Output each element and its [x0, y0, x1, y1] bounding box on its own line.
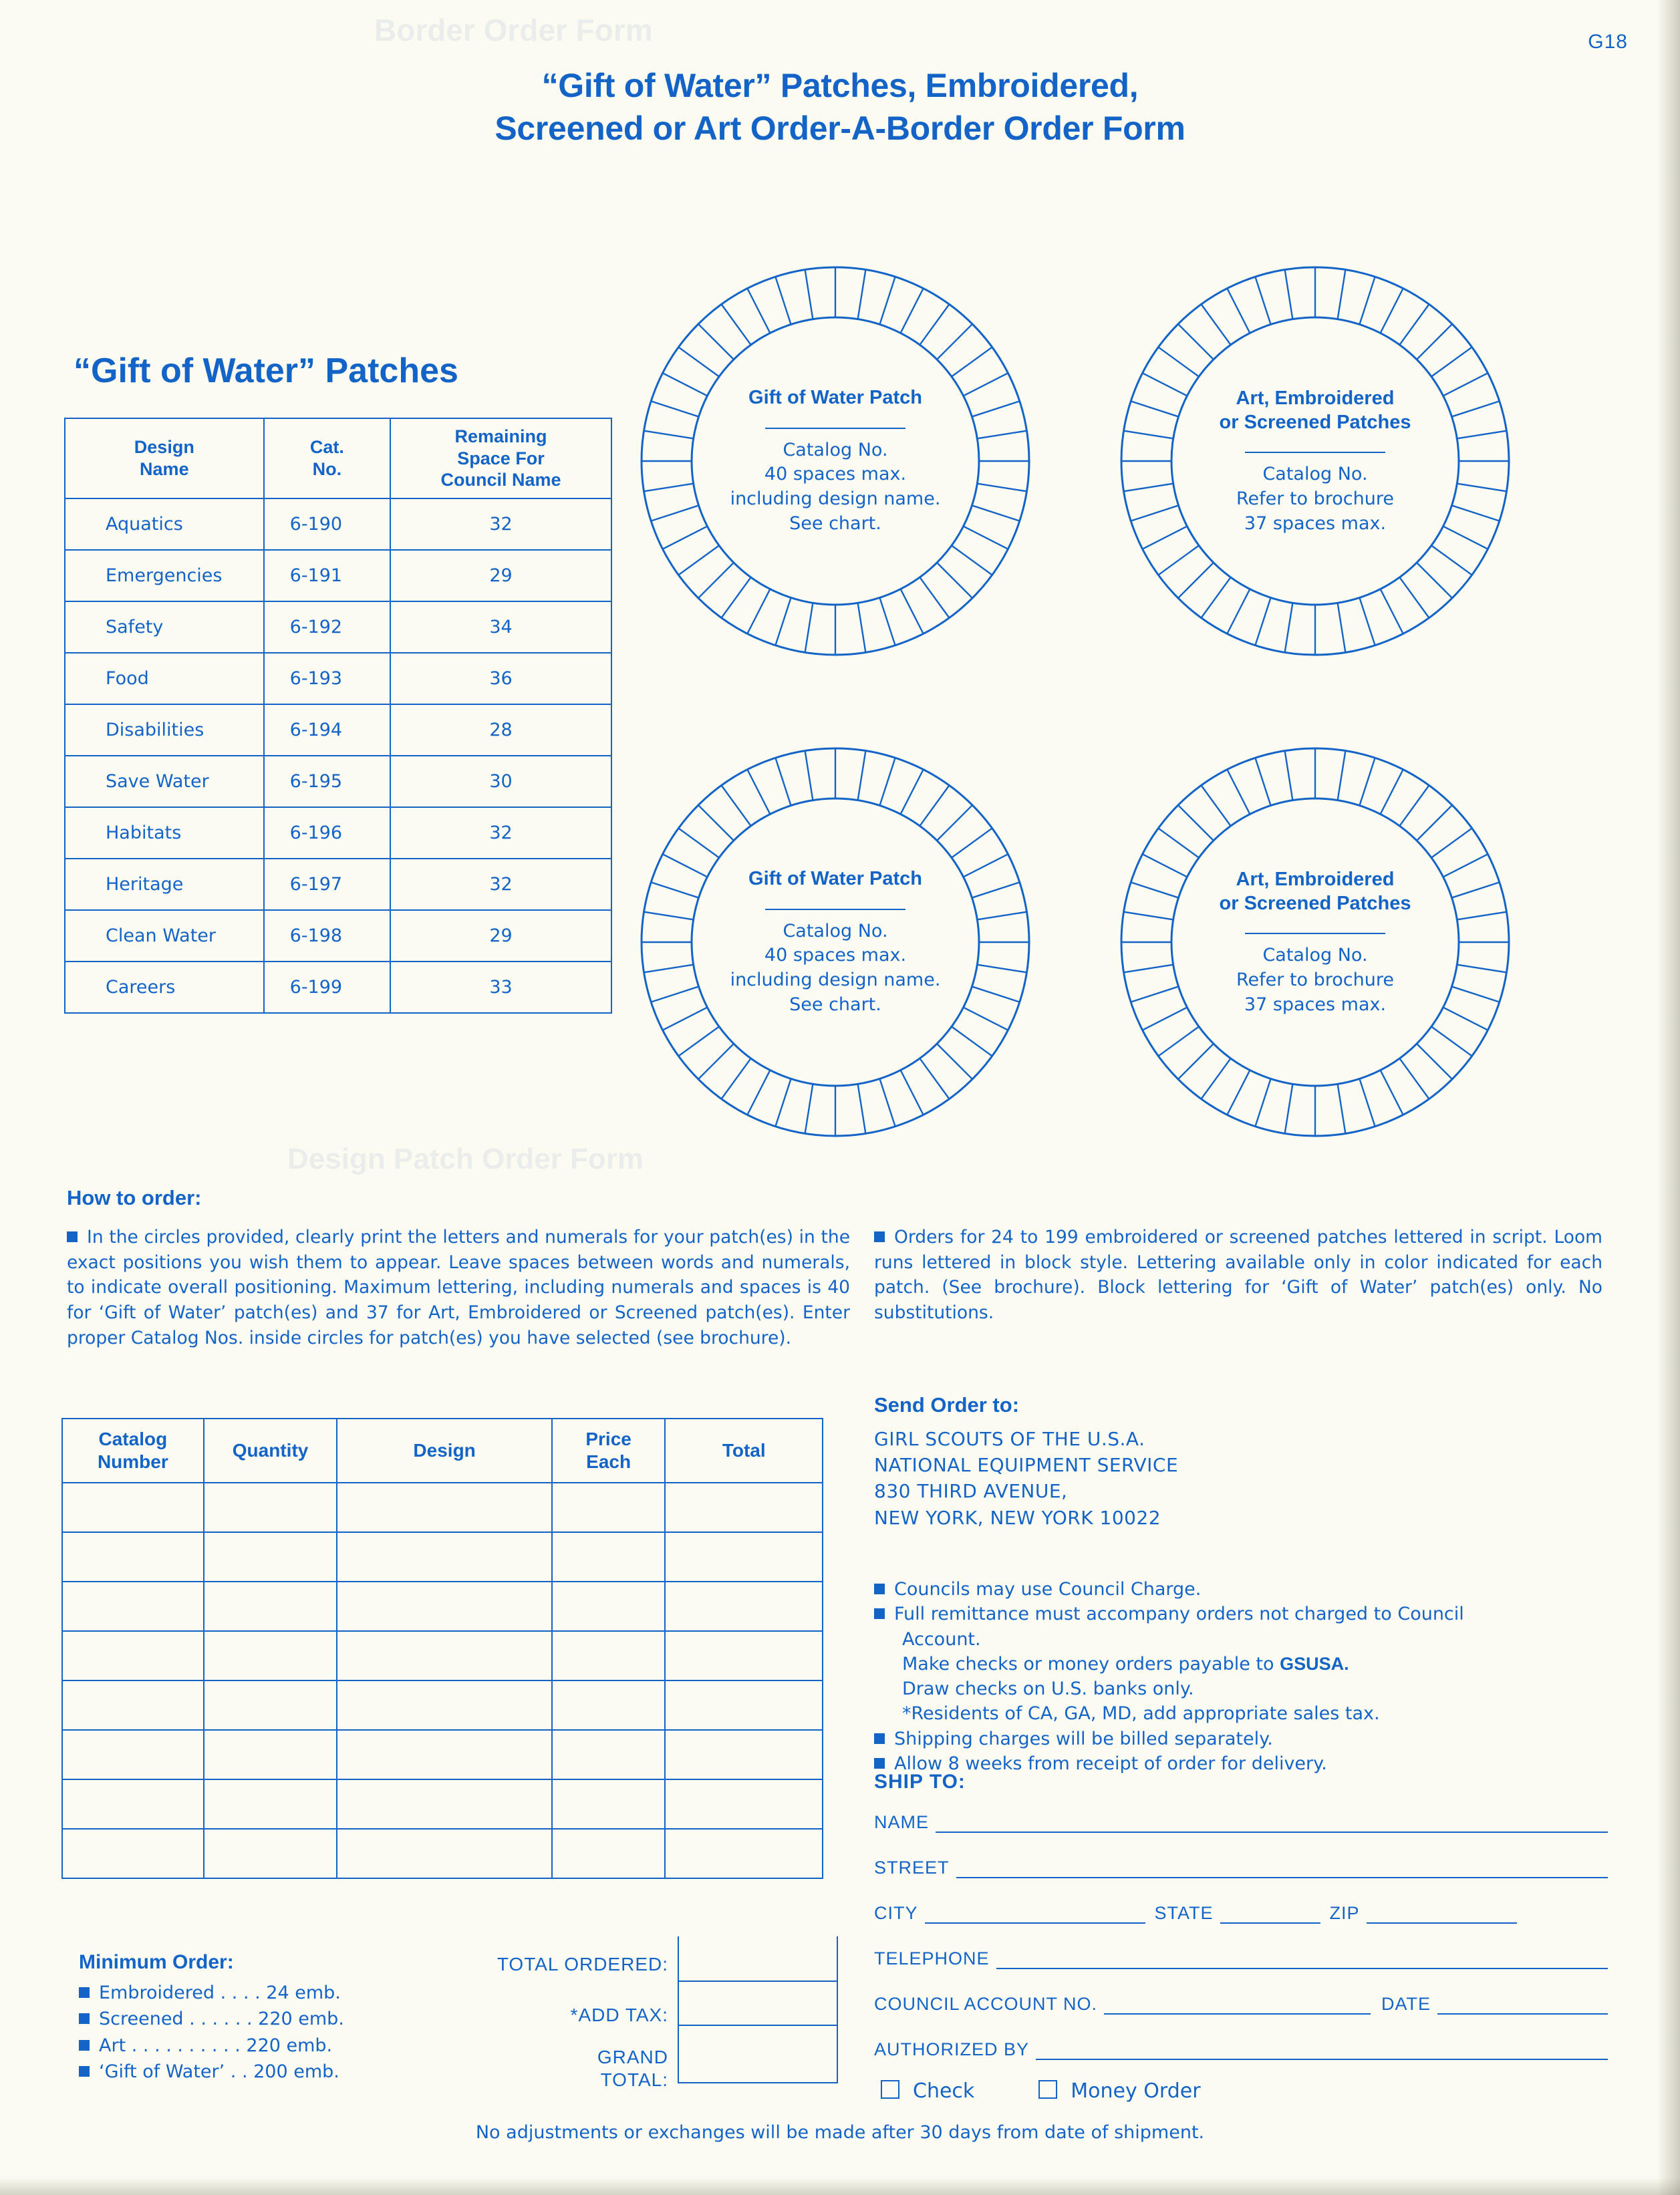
col-header-design-name	[65, 418, 264, 498]
bullet-square-icon	[79, 2013, 90, 2024]
circle-2-text	[1115, 261, 1516, 662]
table-row	[65, 704, 611, 756]
cell-remaining: 33	[390, 962, 611, 1013]
label-grand-total-line1: GRAND	[597, 2047, 668, 2067]
label-authorized-by: AUTHORIZED BY	[874, 2039, 1030, 2059]
cell-price-each[interactable]	[552, 1483, 666, 1532]
cell-price-each[interactable]	[552, 1680, 666, 1730]
cell-price-each[interactable]	[552, 1532, 666, 1582]
circle-3-rule	[765, 909, 905, 910]
note-item	[874, 1751, 1609, 1776]
cell-cat: 6-191	[264, 550, 390, 601]
bullet-square-icon	[79, 1987, 90, 1998]
how-to-order-right-column	[874, 1225, 1602, 1326]
checkbox-icon[interactable]	[881, 2080, 899, 2099]
field-row-street[interactable]	[874, 1858, 1608, 1878]
note-subline: Account.	[902, 1628, 981, 1650]
circle-1-rule	[765, 428, 905, 429]
col-header-catalog-number	[62, 1419, 204, 1483]
minimum-order-item-text: Art . . . . . . . . . . 220 emb.	[99, 2035, 333, 2056]
note-text: Make checks or money orders payable to	[902, 1653, 1280, 1674]
col-header-design-line1: Design	[134, 437, 194, 458]
order-row[interactable]	[62, 1532, 823, 1582]
circle-1-heading: Gift of Water Patch	[748, 387, 922, 409]
col-header-rem-line1: Remaining	[454, 426, 547, 446]
circle-1-line3: including design name.	[730, 488, 941, 510]
cell-quantity[interactable]	[204, 1680, 337, 1730]
note-gsusa: GSUSA.	[1280, 1653, 1349, 1674]
col-header-cat-no	[264, 418, 390, 498]
circle-2-line2: Refer to brochure	[1236, 488, 1394, 509]
page-edge-shadow-right	[1657, 0, 1680, 2195]
field-add-tax[interactable]	[678, 1981, 838, 2026]
note-subline-tax: *Residents of CA, GA, MD, add appropriate sales tax.	[902, 1703, 1380, 1725]
list-item	[79, 2033, 344, 2059]
address-line-2: NATIONAL EQUIPMENT SERVICE	[874, 1454, 1179, 1477]
cell-price-each[interactable]	[552, 1582, 666, 1631]
bullet-square-icon	[79, 2040, 90, 2051]
cell-design: Disabilities	[65, 704, 264, 756]
page-title-line1: “Gift of Water” Patches, Embroidered,	[541, 67, 1139, 104]
cell-design[interactable]	[337, 1582, 551, 1631]
order-row[interactable]	[62, 1582, 823, 1631]
cell-design[interactable]	[337, 1483, 551, 1532]
cell-design: Emergencies	[65, 550, 264, 601]
circle-3-text	[635, 742, 1036, 1143]
table-row	[65, 498, 611, 550]
circle-3-heading: Gift of Water Patch	[748, 868, 922, 890]
table-row	[65, 807, 611, 859]
field-row-telephone[interactable]	[874, 1948, 1608, 1969]
cell-quantity[interactable]	[204, 1829, 337, 1878]
cell-quantity[interactable]	[204, 1532, 337, 1582]
patch-circle-1[interactable]	[635, 261, 1036, 662]
cell-design: Aquatics	[65, 498, 264, 550]
circle-2-line1: Catalog No.	[1262, 464, 1368, 485]
note-text: Shipping charges will be billed separately.	[894, 1728, 1273, 1749]
order-row[interactable]	[62, 1631, 823, 1680]
col-header-design-line2: Name	[140, 459, 189, 479]
table-row	[65, 550, 611, 601]
patch-circle-3[interactable]	[635, 742, 1036, 1143]
minimum-order-list	[79, 1980, 344, 2085]
cell-price-each[interactable]	[552, 1631, 666, 1680]
circle-2-rule	[1245, 452, 1385, 453]
circle-4-heading-line1: Art, Embroidered	[1236, 868, 1395, 890]
bullet-square-icon	[874, 1758, 885, 1769]
cell-total[interactable]	[665, 1582, 823, 1631]
cell-design: Food	[65, 653, 264, 704]
circle-4-line3: 37 spaces max.	[1244, 994, 1387, 1015]
bullet-square-icon	[874, 1231, 885, 1242]
col-header-price-each	[552, 1419, 666, 1483]
col-header-catalog-line2: Number	[97, 1451, 168, 1472]
label-council-account: COUNCIL ACCOUNT NO.	[874, 1994, 1098, 2014]
circle-2-heading-line2: or Screened Patches	[1219, 411, 1411, 433]
circle-2-heading-line1: Art, Embroidered	[1236, 387, 1395, 409]
note-item	[874, 1577, 1609, 1602]
send-order-heading: Send Order to:	[874, 1393, 1020, 1417]
note-text: Full remittance must accompany orders not charged to Council	[894, 1604, 1464, 1625]
col-header-rem-line3: Council Name	[440, 470, 561, 490]
ghost-text-mid: Design Patch Order Form	[287, 1143, 644, 1175]
cell-design[interactable]	[337, 1829, 551, 1878]
label-telephone: TELEPHONE	[874, 1948, 990, 1968]
cell-catalog-number[interactable]	[62, 1483, 204, 1532]
address-line-1: GIRL SCOUTS OF THE U.S.A.	[874, 1428, 1145, 1450]
col-header-price-line1: Price	[585, 1429, 632, 1450]
bullet-square-icon	[67, 1231, 78, 1242]
page-code: G18	[1588, 31, 1628, 53]
page-edge-shadow-bottom	[0, 2178, 1680, 2195]
telephone-input[interactable]	[996, 1950, 1608, 1969]
note-text: Councils may use Council Charge.	[894, 1579, 1202, 1600]
cell-cat: 6-197	[264, 859, 390, 910]
cell-design: Safety	[65, 601, 264, 653]
name-input[interactable]	[936, 1814, 1608, 1833]
list-item	[79, 1980, 344, 2006]
field-row-council-account-date[interactable]	[874, 1994, 1608, 2015]
patch-circle-4[interactable]	[1115, 742, 1516, 1143]
cell-total[interactable]	[665, 1532, 823, 1582]
cell-design[interactable]	[337, 1631, 551, 1680]
col-header-cat-line1: Cat.	[309, 437, 344, 458]
col-header-total: Total	[665, 1419, 823, 1483]
cell-remaining: 32	[390, 498, 611, 550]
cell-design: Careers	[65, 962, 264, 1013]
order-table-header-row	[62, 1419, 823, 1483]
cell-catalog-number[interactable]	[62, 1779, 204, 1829]
order-row[interactable]	[62, 1730, 823, 1779]
cell-remaining: 29	[390, 910, 611, 962]
note-text: Allow 8 weeks from receipt of order for delivery.	[894, 1753, 1327, 1774]
authorized-by-input[interactable]	[1036, 2041, 1608, 2060]
circle-1-line1: Catalog No.	[783, 439, 888, 460]
cell-remaining: 29	[390, 550, 611, 601]
cell-remaining: 34	[390, 601, 611, 653]
cell-quantity[interactable]	[204, 1779, 337, 1829]
table-row	[65, 910, 611, 962]
label-zip: ZIP	[1329, 1903, 1360, 1923]
minimum-order-item-text: Embroidered . . . . 24 emb.	[99, 1983, 341, 2003]
cell-remaining: 36	[390, 653, 611, 704]
order-row[interactable]	[62, 1483, 823, 1532]
cell-design: Habitats	[65, 807, 264, 859]
checkbox-check[interactable]	[881, 2079, 974, 2103]
cell-total[interactable]	[665, 1829, 823, 1878]
patch-design-table	[64, 418, 612, 1014]
circle-4-rule	[1245, 933, 1385, 934]
cell-total[interactable]	[665, 1680, 823, 1730]
circle-2-line3: 37 spaces max.	[1244, 513, 1387, 534]
cell-total[interactable]	[665, 1631, 823, 1680]
how-to-order-heading: How to order:	[67, 1186, 202, 1209]
circle-4-line2: Refer to brochure	[1236, 969, 1394, 990]
cell-catalog-number[interactable]	[62, 1680, 204, 1730]
cell-cat: 6-196	[264, 807, 390, 859]
how-to-order-left-text: In the circles provided, clearly print the letters and numerals for your patch(es) in the exact positions you wish them to appear. Leave spaces between words and numerals, to indicate overall positioning. Maximum lettering, including numerals and spaces is 40 for ‘Gift of Water’ patch(es) and 37 for Art, Embroidered or Screened patch(es). Enter proper Catalog Nos. inside circles for patch(es) you have selected (see brochure).	[67, 1227, 850, 1348]
cell-remaining: 32	[390, 807, 611, 859]
cell-cat: 6-190	[264, 498, 390, 550]
ghost-text-top: Border Order Form	[374, 13, 653, 47]
circle-1-line2: 40 spaces max.	[764, 464, 907, 485]
cell-quantity[interactable]	[204, 1483, 337, 1532]
cell-total[interactable]	[665, 1779, 823, 1829]
checkbox-icon[interactable]	[1038, 2080, 1057, 2099]
minimum-order-heading: Minimum Order:	[79, 1951, 234, 1973]
page-title-line2: Screened or Art Order-A-Border Order Form	[495, 110, 1185, 147]
cell-catalog-number[interactable]	[62, 1829, 204, 1878]
order-row[interactable]	[62, 1680, 823, 1730]
state-input[interactable]	[1220, 1905, 1320, 1924]
bullet-square-icon	[874, 1584, 885, 1594]
order-row[interactable]	[62, 1779, 823, 1829]
cell-design[interactable]	[337, 1730, 551, 1779]
cell-catalog-number[interactable]	[62, 1532, 204, 1582]
note-item	[874, 1602, 1609, 1626]
list-item	[79, 2006, 344, 2032]
street-input[interactable]	[956, 1860, 1608, 1878]
label-name: NAME	[874, 1812, 930, 1832]
date-input[interactable]	[1437, 1996, 1608, 2015]
cell-design: Save Water	[65, 756, 264, 807]
send-order-address	[874, 1426, 1178, 1531]
checkbox-money-order-label: Money Order	[1071, 2079, 1201, 2103]
label-add-tax: *ADD TAX:	[570, 2005, 668, 2025]
circle-4-heading-line2: or Screened Patches	[1219, 892, 1411, 914]
col-header-design: Design	[337, 1419, 551, 1483]
bullet-square-icon	[874, 1608, 885, 1619]
cell-cat: 6-193	[264, 653, 390, 704]
order-entry-table[interactable]	[61, 1418, 823, 1879]
circle-3-line2: 40 spaces max.	[764, 945, 907, 966]
note-item	[874, 1727, 1609, 1751]
footer-note: No adjustments or exchanges will be made after 30 days from date of shipment.	[475, 2122, 1205, 2143]
cell-design[interactable]	[337, 1532, 551, 1582]
cell-total[interactable]	[665, 1730, 823, 1779]
list-item	[79, 2059, 344, 2085]
cell-cat: 6-198	[264, 910, 390, 962]
order-row[interactable]	[62, 1829, 823, 1878]
label-date: DATE	[1381, 1994, 1431, 2014]
cell-price-each[interactable]	[552, 1730, 666, 1779]
table-row	[65, 653, 611, 704]
checkbox-check-label: Check	[913, 2079, 975, 2103]
col-header-cat-line2: No.	[312, 459, 342, 479]
cell-price-each[interactable]	[552, 1829, 666, 1878]
cell-cat: 6-199	[264, 962, 390, 1013]
cell-catalog-number[interactable]	[62, 1631, 204, 1680]
col-header-price-line2: Each	[586, 1451, 632, 1472]
circle-3-line1: Catalog No.	[783, 920, 888, 941]
address-line-4: NEW YORK, NEW YORK 10022	[874, 1506, 1161, 1529]
zip-input[interactable]	[1367, 1905, 1517, 1924]
cell-remaining: 30	[390, 756, 611, 807]
field-row-authorized-by[interactable]	[874, 2039, 1608, 2060]
how-to-order-right-text: Orders for 24 to 199 embroidered or screened patches lettered in script. Loom runs lettered in block style. Lettering available only in color indicated for each patch. (See brochure). Block lettering for ‘Gift of Water’ patch(es) only. No substitutions.	[874, 1227, 1602, 1323]
label-state: STATE	[1154, 1903, 1214, 1923]
patch-circle-2[interactable]	[1115, 261, 1516, 662]
circle-3-line4: See chart.	[789, 994, 881, 1015]
table-row	[65, 756, 611, 807]
cell-design: Clean Water	[65, 910, 264, 962]
circle-3-line3: including design name.	[730, 970, 941, 991]
label-grand-total-line2: TOTAL:	[600, 2069, 668, 2090]
label-grand-total	[374, 2046, 668, 2091]
cell-design[interactable]	[337, 1680, 551, 1730]
ship-to-heading: SHIP TO:	[874, 1771, 966, 1793]
cell-quantity[interactable]	[204, 1582, 337, 1631]
cell-remaining: 32	[390, 859, 611, 910]
note-subline-checks	[874, 1652, 1609, 1676]
cell-cat: 6-194	[264, 704, 390, 756]
minimum-order-item-text: ‘Gift of Water’ . . 200 emb.	[99, 2061, 339, 2083]
circle-1-line4: See chart.	[789, 513, 881, 534]
col-header-rem-line2: Space For	[457, 448, 545, 468]
field-row-name[interactable]	[874, 1812, 1608, 1833]
circle-4-line1: Catalog No.	[1262, 945, 1368, 966]
col-header-catalog-line1: Catalog	[98, 1429, 168, 1450]
cell-cat: 6-195	[264, 756, 390, 807]
how-to-order-left-column	[67, 1225, 850, 1350]
table-row	[65, 601, 611, 653]
send-order-notes	[874, 1577, 1609, 1776]
cell-quantity[interactable]	[204, 1631, 337, 1680]
cell-total[interactable]	[665, 1483, 823, 1532]
cell-design[interactable]	[337, 1779, 551, 1829]
bullet-square-icon	[79, 2066, 90, 2077]
cell-quantity[interactable]	[204, 1730, 337, 1779]
circle-4-text	[1115, 742, 1516, 1143]
cell-price-each[interactable]	[552, 1779, 666, 1829]
page-title	[0, 64, 1680, 150]
section-title: “Gift of Water” Patches	[74, 351, 458, 390]
field-total-ordered[interactable]	[678, 1936, 838, 1982]
table-row	[65, 859, 611, 910]
table-row	[65, 962, 611, 1013]
label-street: STREET	[874, 1858, 950, 1878]
address-line-3: 830 THIRD AVENUE,	[874, 1480, 1068, 1503]
field-grand-total[interactable]	[678, 2025, 838, 2083]
circle-1-text	[635, 261, 1036, 662]
label-total-ordered: TOTAL ORDERED:	[497, 1954, 668, 1974]
field-row-city-state-zip[interactable]	[874, 1903, 1608, 1924]
bullet-square-icon	[874, 1733, 885, 1744]
city-input[interactable]	[925, 1905, 1145, 1924]
note-subline: Draw checks on U.S. banks only.	[902, 1678, 1194, 1699]
col-header-quantity: Quantity	[204, 1419, 337, 1483]
council-account-input[interactable]	[1104, 1996, 1371, 2015]
payment-method-row[interactable]	[881, 2079, 1201, 2103]
cell-cat: 6-192	[264, 601, 390, 653]
cell-remaining: 28	[390, 704, 611, 756]
checkbox-money-order[interactable]	[1038, 2079, 1200, 2103]
table-header-row	[65, 418, 611, 498]
circle-4-heading	[1220, 867, 1411, 916]
label-city: CITY	[874, 1903, 918, 1923]
circle-2-heading	[1220, 386, 1411, 435]
minimum-order-item-text: Screened . . . . . . 220 emb.	[99, 2009, 344, 2030]
col-header-remaining-space	[390, 418, 611, 498]
cell-design: Heritage	[65, 859, 264, 910]
cell-catalog-number[interactable]	[62, 1582, 204, 1631]
cell-catalog-number[interactable]	[62, 1730, 204, 1779]
